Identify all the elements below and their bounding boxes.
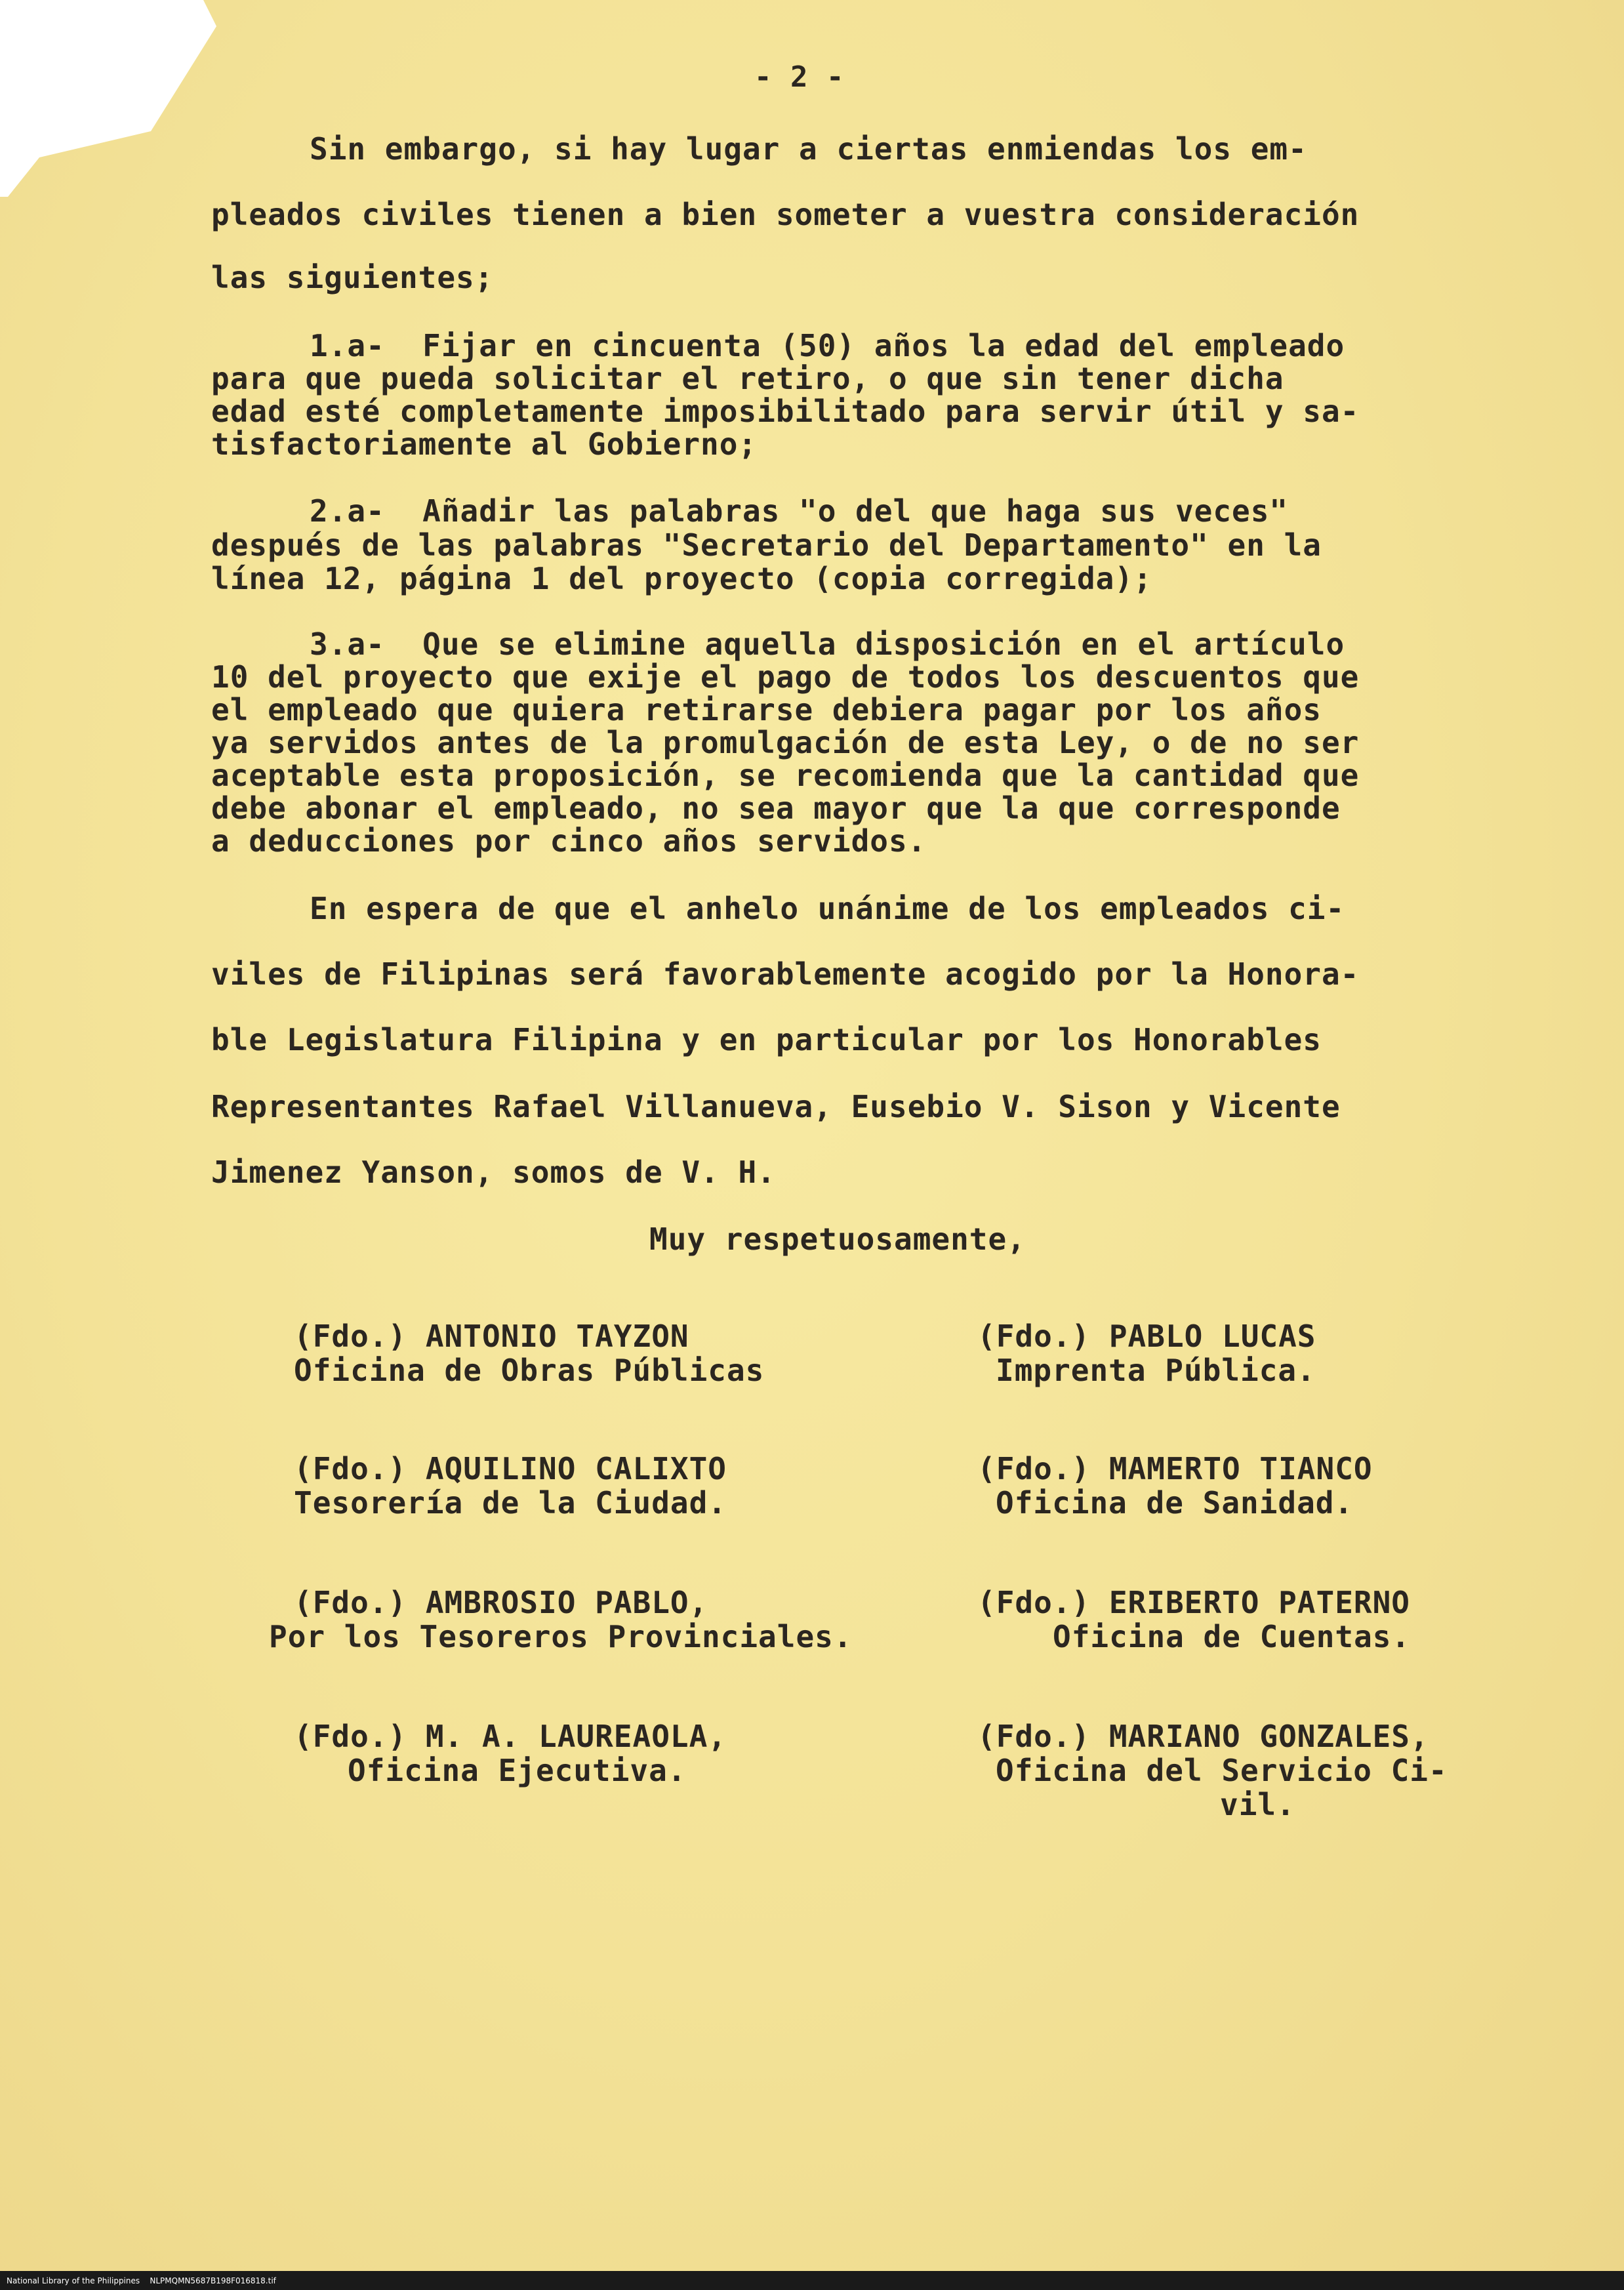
item-line: 2.a- Añadir las palabras "o del que haga sus veces"	[310, 493, 1289, 529]
paragraph-line: Jimenez Yanson, somos de V. H.	[211, 1155, 776, 1190]
signatory-office-continued: vil.	[1220, 1787, 1295, 1822]
archive-footer: National Library of the Philippines NLPMQMN5687B198F016818.tif	[7, 2276, 276, 2285]
item-line: debe abonar el empleado, no sea mayor que la que corresponde	[211, 790, 1341, 826]
signatory-office: Oficina Ejecutiva.	[348, 1753, 687, 1788]
item-line: aceptable esta proposición, se recomienda que la cantidad que	[211, 758, 1360, 793]
paragraph-line: ble Legislatura Filipina y en particular por los Honorables	[211, 1022, 1322, 1057]
paragraph-line: En espera de que el anhelo unánime de los empleados ci-	[310, 891, 1345, 926]
signatory-name: (Fdo.) AQUILINO CALIXTO	[294, 1451, 727, 1486]
item-line: el empleado que quiera retirarse debiera pagar por los años	[211, 692, 1322, 727]
signatory-name: (Fdo.) ANTONIO TAYZON	[294, 1319, 689, 1354]
signatory-office: Oficina de Sanidad.	[996, 1485, 1354, 1521]
closing-salutation: Muy respetuosamente,	[649, 1221, 1026, 1257]
signatory-name: (Fdo.) PABLO LUCAS	[977, 1319, 1316, 1354]
signatory-office: Oficina de Obras Públicas	[294, 1353, 765, 1388]
paragraph-line: Sin embargo, si hay lugar a ciertas enmiendas los em-	[310, 131, 1307, 167]
item-line: edad esté completamente imposibilitado para servir útil y sa-	[211, 394, 1360, 429]
signatory-name: (Fdo.) AMBROSIO PABLO,	[294, 1585, 708, 1620]
item-line: a deducciones por cinco años servidos.	[211, 823, 927, 859]
item-line: para que pueda solicitar el retiro, o que sin tener dicha	[211, 361, 1284, 396]
paragraph-line: pleados civiles tienen a bien someter a vuestra consideración	[211, 197, 1360, 232]
signatory-name: (Fdo.) M. A. LAUREAOLA,	[294, 1719, 727, 1754]
signatory-office: Tesorería de la Ciudad.	[294, 1485, 727, 1521]
signatory-office: Oficina del Servicio Ci-	[996, 1753, 1448, 1788]
paragraph-line: viles de Filipinas será favorablemente acogido por la Honora-	[211, 956, 1360, 992]
signatory-office: Imprenta Pública.	[996, 1353, 1316, 1388]
paragraph-line: las siguientes;	[211, 260, 494, 295]
item-line: después de las palabras "Secretario del Departamento" en la	[211, 527, 1322, 563]
paragraph-line: Representantes Rafael Villanueva, Eusebio V. Sison y Vicente	[211, 1089, 1341, 1124]
item-line: 10 del proyecto que exije el pago de todos los descuentos que	[211, 659, 1360, 695]
item-line: 3.a- Que se elimine aquella disposición en el artículo	[310, 626, 1345, 662]
signatory-name: (Fdo.) MAMERTO TIANCO	[977, 1451, 1373, 1486]
signatory-name: (Fdo.) ERIBERTO PATERNO	[977, 1585, 1410, 1620]
signatory-office: Oficina de Cuentas.	[1053, 1619, 1411, 1654]
page-number: - 2 -	[754, 60, 845, 94]
item-line: tisfactoriamente al Gobierno;	[211, 426, 758, 462]
item-line: 1.a- Fijar en cincuenta (50) años la edad del empleado	[310, 328, 1345, 363]
signatory-name: (Fdo.) MARIANO GONZALES,	[977, 1719, 1429, 1754]
item-line: línea 12, página 1 del proyecto (copia corregida);	[211, 561, 1152, 596]
signatory-office: Por los Tesoreros Provinciales.	[269, 1619, 853, 1654]
item-line: ya servidos antes de la promulgación de esta Ley, o de no ser	[211, 725, 1360, 760]
